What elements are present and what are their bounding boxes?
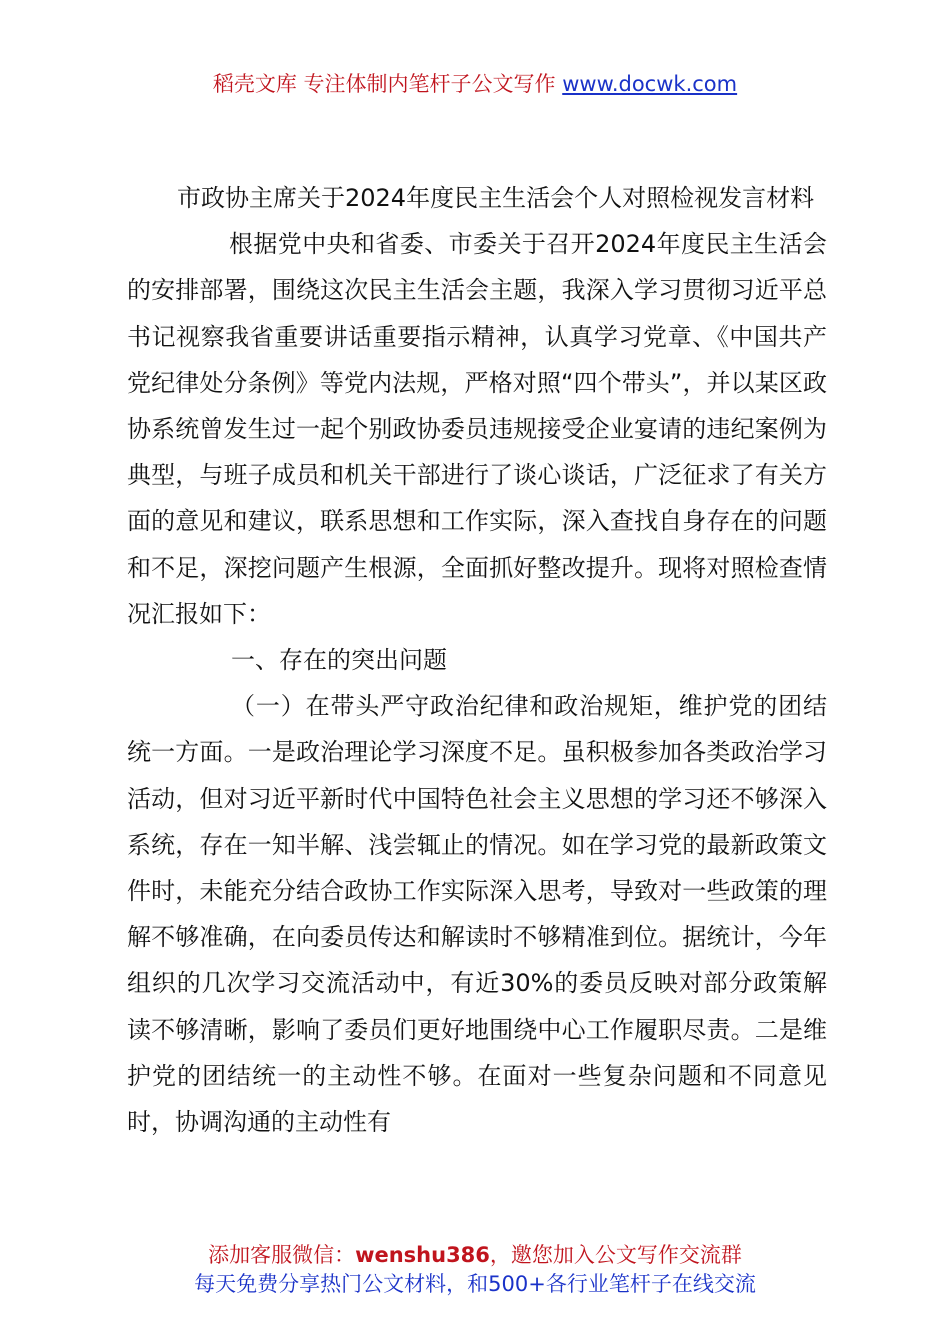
section-heading: 一、存在的突出问题	[231, 646, 447, 675]
footer-contact-suffix: ，邀您加入公文写作交流群	[489, 1243, 742, 1267]
wechat-id: wenshu386	[355, 1243, 490, 1267]
footer-line-share: 每天免费分享热门公文材料，和500+各行业笔杆子在线交流	[194, 1272, 756, 1296]
footer-contact-prefix: 添加客服微信：	[208, 1243, 356, 1267]
footer-promo	[0, 1241, 950, 1299]
header-banner	[0, 70, 950, 98]
website-link[interactable]: www.docwk.com	[562, 72, 738, 96]
header-banner-text: 稻壳文库 专注体制内笔杆子公文写作	[212, 72, 563, 96]
intro-paragraph: 根据党中央和省委、市委关于召开2024年度民主生活会的安排部署，围绕这次民主生活会主题，我深入学习贯彻习近平总书记视察我省重要讲话重要指示精神，认真学习党章、《中国共产党纪律处分条例》等党内法规，严格对照“四个带头”，并以某区政协系统曾发生过一起个别政协委员违规接受企业宴请的违纪案例为典型，与班子成员和机关干部进行了谈心谈话，广泛征求了有关方面的意见和建议，联系思想和工作实际，深入查找自身存在的问题和不足，深挖问题产生根源，全面抓好整改提升。现将对照检查情况汇报如下：	[127, 230, 827, 628]
document-body	[127, 175, 827, 1145]
document-title: 市政协主席关于2024年度民主生活会个人对照检视发言材料	[177, 184, 815, 212]
footer-line-contact	[0, 1241, 950, 1270]
subsection-paragraph: （一）在带头严守政治纪律和政治规矩，维护党的团结统一方面。一是政治理论学习深度不足。虽积极参加各类政治学习活动，但对习近平新时代中国特色社会主义思想的学习还不够深入系统，存在一知半解、浅尝辄止的情况。如在学习党的最新政策文件时，未能充分结合政协工作实际深入思考，导致对一些政策的理解不够准确，在向委员传达和解读时不够精准到位。据统计，今年组织的几次学习交流活动中，有近30%的委员反映对部分政策解读不够清晰，影响了委员们更好地围绕中心工作履职尽责。二是维护党的团结统一的主动性不够。在面对一些复杂问题和不同意见时，协调沟通的主动性有	[127, 692, 827, 1137]
